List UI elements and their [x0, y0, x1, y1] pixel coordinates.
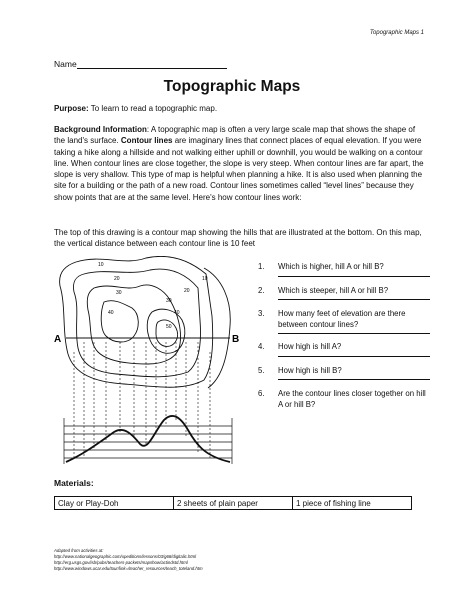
contour-10: [60, 256, 213, 387]
question-4: [258, 342, 428, 357]
question-3: [258, 309, 428, 334]
question-1: [258, 262, 428, 277]
question-text: How high is hill B?: [278, 365, 342, 375]
running-header: Topographic Maps 1: [369, 30, 424, 36]
contour-label-30: 30: [116, 290, 122, 296]
question-2: [258, 286, 428, 301]
answer-line-4[interactable]: [278, 356, 430, 357]
contour-map-figure: [54, 256, 244, 468]
question-number: 3.: [258, 309, 265, 318]
answer-line-5[interactable]: [278, 379, 430, 380]
question-5: [258, 366, 428, 381]
question-text: How high is hill A?: [278, 342, 342, 351]
name-line: [77, 60, 227, 69]
footer-link[interactable]: http://www.windows.ucar.edu/tour/link=/teacher_resources/teach_toteland.htm: [54, 566, 203, 571]
contour-label-40-b: 40: [174, 310, 180, 316]
name-label: Name: [54, 59, 77, 69]
contour-label-30-b: 30: [166, 298, 172, 304]
purpose: [54, 103, 426, 114]
table-row: [55, 497, 412, 510]
footer-credit: Adapted from activities at:: [54, 548, 104, 553]
answer-line-3[interactable]: [278, 333, 430, 334]
purpose-label: Purpose:: [54, 104, 89, 113]
question-text: Which is steeper, hill A or hill B?: [278, 285, 389, 295]
answer-line-2[interactable]: [278, 299, 430, 300]
contour-label-20-b: 20: [184, 288, 190, 294]
background-text-1: : A topographic map is often a very large scale map that shows the shape of the land's surface.: [54, 125, 416, 146]
hill-profile: [66, 416, 230, 462]
question-number: 6.: [258, 389, 265, 398]
contour-label-10: 10: [98, 262, 104, 268]
background-text-2: are imaginary lines that connect places of equal elevation. If you were taking a hike along a hillside and not walking either uphill or downhill, you would be walking on a contour line. When contour lines are close together, the slope is very steep. When contour lines are far apart, the slope is very shallow. This type of map is helpful when planning a hike. It is also used when planning the site for a building or the path of a new road. Contour lines sometimes called “level lines” because they show points that are at the same level. Here's how contour lines work:: [54, 136, 424, 202]
contour-label-50: 50: [166, 324, 172, 330]
question-number: 1.: [258, 262, 265, 271]
background-info: [54, 124, 426, 203]
intro-text: The top of this drawing is a contour map showing the hills that are illustrated at the bottom. On this map, the vertical distance between each contour line is 10 feet: [54, 228, 422, 249]
question-number: 2.: [258, 285, 265, 295]
answer-line-1[interactable]: [278, 276, 430, 277]
material-cell: Clay or Play-Doh: [55, 497, 174, 510]
question-text: Which is higher, hill A or hill B?: [278, 262, 384, 271]
question-number: 4.: [258, 342, 265, 351]
contour-lines-term: Contour lines: [120, 136, 173, 146]
map-label-b: B: [232, 334, 240, 345]
question-6: [258, 389, 428, 410]
purpose-text: To learn to read a topographic map.: [88, 104, 218, 113]
materials-table: [54, 496, 412, 510]
material-cell: 1 piece of fishing line: [293, 497, 412, 510]
contour-label-10-b: 10: [202, 276, 208, 282]
background-label: Background Information: [54, 125, 147, 134]
page-title: Topographic Maps: [163, 78, 301, 95]
name-field: [54, 59, 227, 69]
contour-20: [73, 269, 200, 377]
question-list: [258, 262, 428, 410]
materials-label: Materials:: [54, 478, 94, 488]
contour-label-40: 40: [108, 310, 114, 316]
map-label-a: A: [54, 334, 62, 345]
contour-40: [101, 301, 138, 342]
material-cell: 2 sheets of plain paper: [174, 497, 293, 510]
footer-link[interactable]: http://www.nationalgeographic.com/xpeditions/lessons/03/g68/digitalic.html: [54, 554, 197, 559]
question-text: How many feet of elevation are there between contour lines?: [278, 309, 406, 329]
question-text: Are the contour lines closer together on hill A or hill B?: [278, 389, 426, 409]
contour-label-20: 20: [114, 276, 120, 282]
question-number: 5.: [258, 365, 265, 375]
footer-link[interactable]: http://erg.usgs.gov/isb/pubs/teachers-packets/mapshow/actindstd.html: [54, 560, 188, 565]
